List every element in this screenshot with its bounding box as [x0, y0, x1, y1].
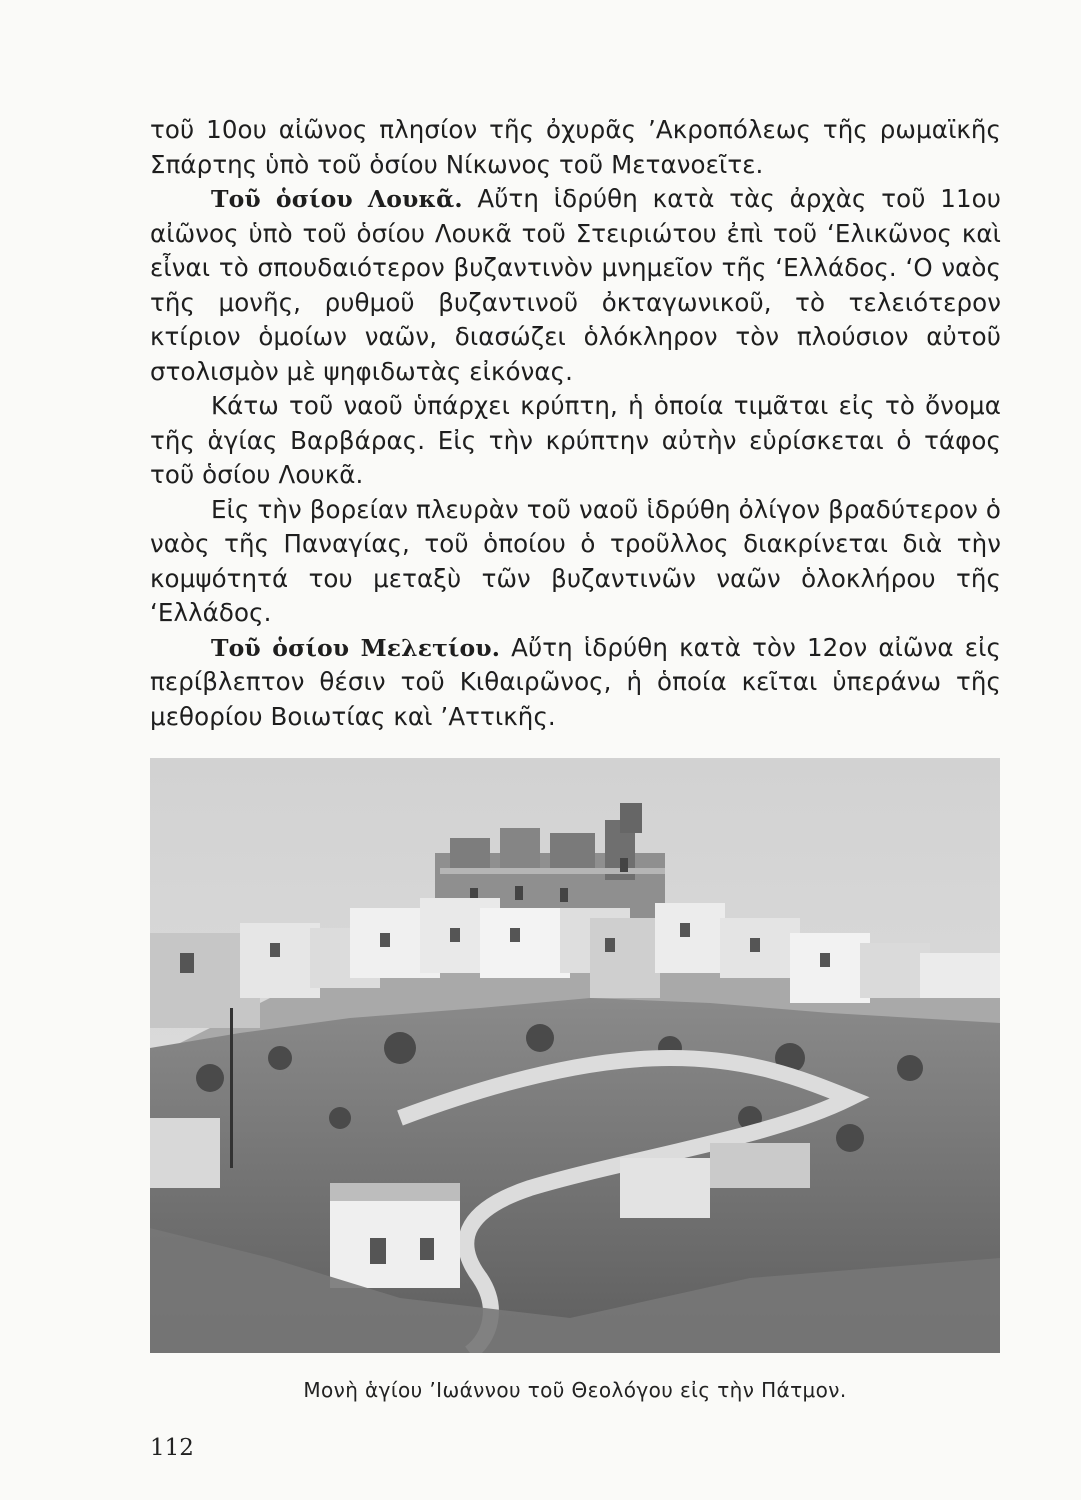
page-number: 112 [150, 1435, 194, 1461]
body-text [150, 113, 1001, 734]
paragraph-text: Αὔτη ἱδρύθη κατὰ τὸν 12ον αἰῶνα εἰς περίβλεπτον θέσιν τοῦ Κιθαιρῶνος, ἡ ὁποία κεῖται ὑπεράνω τῆς μεθορίου Βοιωτίας καὶ ’Αττικῆς. [150, 632, 1002, 731]
paragraph-crypt [150, 389, 1001, 493]
utility-pole [230, 1008, 233, 1168]
monastery-photograph [150, 758, 1000, 1353]
paragraph-osios-meletios [150, 631, 1001, 735]
section-title-osios-meletios: Τοῦ ὁσίου Μελετίου. [211, 633, 500, 662]
paragraph-text: Εἰς τὴν βορείαν πλευρὰν τοῦ ναοῦ ἱδρύθη ὀλίγον βραδύτερον ὁ ναὸς τῆς Παναγίας, τοῦ ὁποίου ὁ τροῦλλος διακρίνεται διὰ τὴν κομψότητά του μεταξὺ τῶν βυζαντινῶν ναῶν ὁλοκλήρου τῆς ‘Ελλάδος. [150, 494, 1001, 627]
paragraph-text: Κάτω τοῦ ναοῦ ὑπάρχει κρύπτη, ἡ ὁποία τιμᾶται εἰς τὸ ὄνομα τῆς ἁγίας Βαρβάρας. Εἰς τὴν κρύπτην αὐτὴν εὑρίσκεται ὁ τάφος τοῦ ὁσίου Λουκᾶ. [150, 391, 1001, 489]
monastery-photo-drawing [150, 758, 1000, 1353]
paragraph-osios-loukas [150, 182, 1001, 389]
paragraph-text: τοῦ 10ου αἰῶνος πλησίον τῆς ὀχυρᾶς ’Ακροπόλεως τῆς ρωμαϊκῆς Σπάρτης ὑπὸ τοῦ ὁσίου Νίκωνος τοῦ Μετανοεῖτε. [150, 115, 1001, 179]
paragraph-text: Αὔτη ἱδρύθη κατὰ τὰς ἀρχὰς τοῦ 11ου αἰῶνος ὑπὸ τοῦ ὁσίου Λουκᾶ τοῦ Στειριώτου ἐπὶ τοῦ ‘Ελικῶνος καὶ εἶναι τὸ σπουδαιότερον βυζαντινὸν μνημεῖον τῆς ‘Ελλάδος. ‘Ο ναὸς τῆς μονῆς, ρυθμοῦ βυζαντινοῦ ὀκταγωνικοῦ, τὸ τελειότερον κτίριον ὁμοίων ναῶν, διασώζει ὁλόκληρον τὸν πλούσιον αὐτοῦ στολισμὸν μὲ ψηφιδωτὰς εἰκόνας. [150, 184, 1002, 386]
paragraph-panagia [150, 493, 1001, 631]
section-title-osios-loukas: Τοῦ ὁσίου Λουκᾶ. [211, 185, 463, 213]
photo-caption: Μονὴ ἁγίου ’Ιωάννου τοῦ Θεολόγου εἰς τὴν Πάτμον. [303, 1378, 847, 1402]
paragraph-intro [150, 113, 1001, 182]
